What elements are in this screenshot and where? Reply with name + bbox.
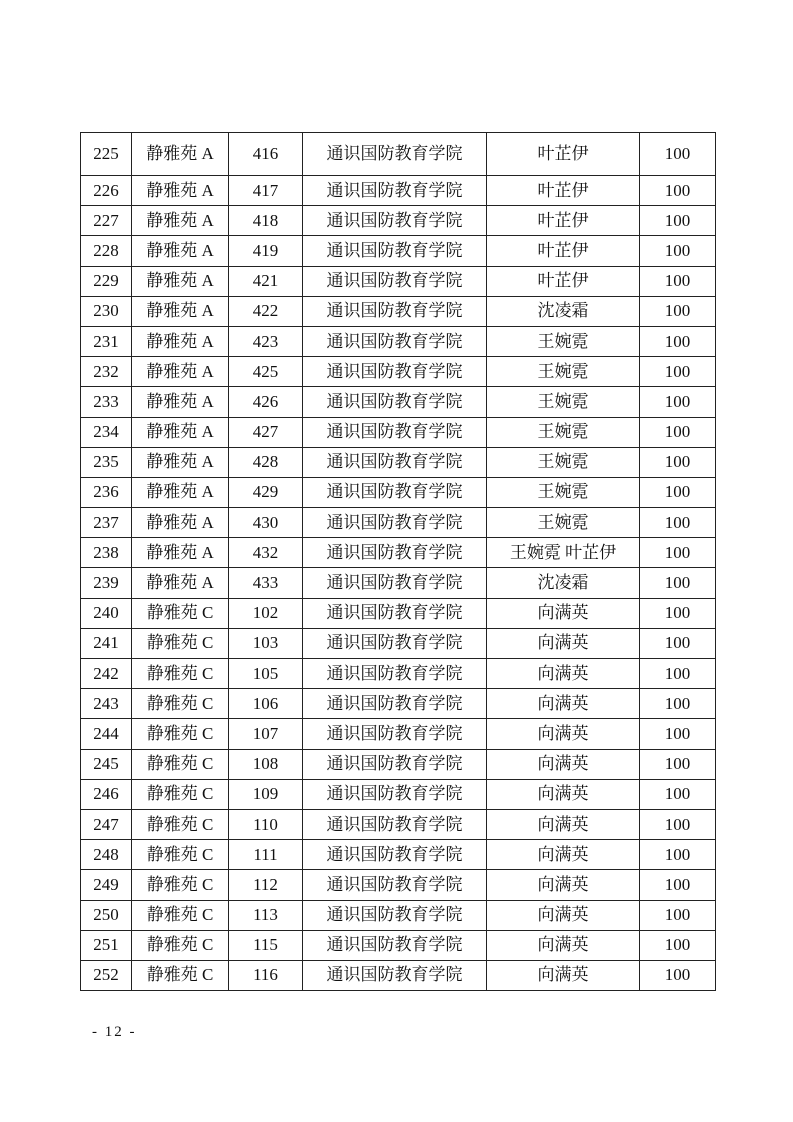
room-cell: 430 — [229, 508, 303, 538]
row-number-cell: 234 — [81, 417, 132, 447]
score-cell: 100 — [640, 296, 716, 326]
building-cell: 静雅苑 A — [132, 447, 229, 477]
table-row — [81, 568, 716, 598]
college-cell: 通识国防教育学院 — [303, 719, 487, 749]
counselor-cell: 叶芷伊 — [487, 133, 640, 176]
row-number-cell: 246 — [81, 779, 132, 809]
score-cell: 100 — [640, 809, 716, 839]
counselor-cell: 叶芷伊 — [487, 206, 640, 236]
college-cell: 通识国防教育学院 — [303, 387, 487, 417]
building-cell: 静雅苑 C — [132, 659, 229, 689]
row-number-cell: 245 — [81, 749, 132, 779]
building-cell: 静雅苑 C — [132, 870, 229, 900]
building-cell: 静雅苑 C — [132, 689, 229, 719]
score-cell: 100 — [640, 357, 716, 387]
building-cell: 静雅苑 C — [132, 840, 229, 870]
table-row — [81, 749, 716, 779]
counselor-cell: 王婉霓 — [487, 357, 640, 387]
counselor-cell: 向满英 — [487, 689, 640, 719]
room-cell: 113 — [229, 900, 303, 930]
row-number-cell: 248 — [81, 840, 132, 870]
table-row — [81, 900, 716, 930]
score-cell: 100 — [640, 508, 716, 538]
score-cell: 100 — [640, 628, 716, 658]
building-cell: 静雅苑 A — [132, 417, 229, 447]
building-cell: 静雅苑 A — [132, 206, 229, 236]
score-cell: 100 — [640, 568, 716, 598]
counselor-cell: 向满英 — [487, 900, 640, 930]
room-cell: 433 — [229, 568, 303, 598]
table-row — [81, 779, 716, 809]
table-row — [81, 447, 716, 477]
counselor-cell: 向满英 — [487, 719, 640, 749]
room-cell: 429 — [229, 477, 303, 507]
college-cell: 通识国防教育学院 — [303, 568, 487, 598]
building-cell: 静雅苑 A — [132, 387, 229, 417]
row-number-cell: 244 — [81, 719, 132, 749]
counselor-cell: 叶芷伊 — [487, 266, 640, 296]
table-row — [81, 840, 716, 870]
score-cell: 100 — [640, 779, 716, 809]
score-cell: 100 — [640, 447, 716, 477]
room-cell: 107 — [229, 719, 303, 749]
row-number-cell: 233 — [81, 387, 132, 417]
counselor-cell: 向满英 — [487, 749, 640, 779]
college-cell: 通识国防教育学院 — [303, 840, 487, 870]
table-row — [81, 870, 716, 900]
college-cell: 通识国防教育学院 — [303, 809, 487, 839]
row-number-cell: 239 — [81, 568, 132, 598]
score-cell: 100 — [640, 236, 716, 266]
college-cell: 通识国防教育学院 — [303, 447, 487, 477]
score-cell: 100 — [640, 266, 716, 296]
row-number-cell: 230 — [81, 296, 132, 326]
counselor-cell: 向满英 — [487, 779, 640, 809]
table-row — [81, 296, 716, 326]
counselor-cell: 向满英 — [487, 659, 640, 689]
score-cell: 100 — [640, 176, 716, 206]
college-cell: 通识国防教育学院 — [303, 779, 487, 809]
building-cell: 静雅苑 C — [132, 749, 229, 779]
table-row — [81, 719, 716, 749]
table-body — [81, 133, 716, 991]
college-cell: 通识国防教育学院 — [303, 930, 487, 960]
room-cell: 426 — [229, 387, 303, 417]
counselor-cell: 王婉霓 — [487, 447, 640, 477]
building-cell: 静雅苑 C — [132, 779, 229, 809]
table-row — [81, 326, 716, 356]
college-cell: 通识国防教育学院 — [303, 266, 487, 296]
table-row — [81, 809, 716, 839]
row-number-cell: 242 — [81, 659, 132, 689]
row-number-cell: 251 — [81, 930, 132, 960]
counselor-cell: 向满英 — [487, 598, 640, 628]
table-row — [81, 176, 716, 206]
score-cell: 100 — [640, 689, 716, 719]
table-row — [81, 628, 716, 658]
dormitory-table — [80, 132, 716, 991]
score-cell: 100 — [640, 960, 716, 990]
room-cell: 418 — [229, 206, 303, 236]
score-cell: 100 — [640, 417, 716, 447]
score-cell: 100 — [640, 326, 716, 356]
counselor-cell: 向满英 — [487, 960, 640, 990]
room-cell: 109 — [229, 779, 303, 809]
score-cell: 100 — [640, 719, 716, 749]
score-cell: 100 — [640, 840, 716, 870]
room-cell: 102 — [229, 598, 303, 628]
room-cell: 427 — [229, 417, 303, 447]
college-cell: 通识国防教育学院 — [303, 133, 487, 176]
table-row — [81, 206, 716, 236]
building-cell: 静雅苑 A — [132, 236, 229, 266]
building-cell: 静雅苑 A — [132, 508, 229, 538]
college-cell: 通识国防教育学院 — [303, 206, 487, 236]
row-number-cell: 237 — [81, 508, 132, 538]
table-row — [81, 930, 716, 960]
building-cell: 静雅苑 C — [132, 930, 229, 960]
table-row — [81, 236, 716, 266]
counselor-cell: 叶芷伊 — [487, 176, 640, 206]
room-cell: 106 — [229, 689, 303, 719]
score-cell: 100 — [640, 659, 716, 689]
counselor-cell: 王婉霓 — [487, 387, 640, 417]
counselor-cell: 沈凌霜 — [487, 296, 640, 326]
row-number-cell: 249 — [81, 870, 132, 900]
row-number-cell: 243 — [81, 689, 132, 719]
building-cell: 静雅苑 C — [132, 960, 229, 990]
room-cell: 108 — [229, 749, 303, 779]
table-row — [81, 598, 716, 628]
row-number-cell: 250 — [81, 900, 132, 930]
score-cell: 100 — [640, 133, 716, 176]
college-cell: 通识国防教育学院 — [303, 176, 487, 206]
table-row — [81, 659, 716, 689]
room-cell: 428 — [229, 447, 303, 477]
counselor-cell: 向满英 — [487, 628, 640, 658]
counselor-cell: 王婉霓 — [487, 508, 640, 538]
counselor-cell: 王婉霓 叶芷伊 — [487, 538, 640, 568]
row-number-cell: 229 — [81, 266, 132, 296]
row-number-cell: 240 — [81, 598, 132, 628]
row-number-cell: 247 — [81, 809, 132, 839]
room-cell: 419 — [229, 236, 303, 266]
row-number-cell: 235 — [81, 447, 132, 477]
building-cell: 静雅苑 C — [132, 719, 229, 749]
college-cell: 通识国防教育学院 — [303, 960, 487, 990]
college-cell: 通识国防教育学院 — [303, 628, 487, 658]
counselor-cell: 向满英 — [487, 870, 640, 900]
building-cell: 静雅苑 A — [132, 568, 229, 598]
building-cell: 静雅苑 A — [132, 133, 229, 176]
building-cell: 静雅苑 C — [132, 900, 229, 930]
row-number-cell: 228 — [81, 236, 132, 266]
room-cell: 423 — [229, 326, 303, 356]
building-cell: 静雅苑 A — [132, 266, 229, 296]
building-cell: 静雅苑 A — [132, 357, 229, 387]
table-row — [81, 417, 716, 447]
college-cell: 通识国防教育学院 — [303, 508, 487, 538]
counselor-cell: 王婉霓 — [487, 326, 640, 356]
room-cell: 103 — [229, 628, 303, 658]
room-cell: 111 — [229, 840, 303, 870]
row-number-cell: 227 — [81, 206, 132, 236]
college-cell: 通识国防教育学院 — [303, 357, 487, 387]
room-cell: 112 — [229, 870, 303, 900]
table-row — [81, 387, 716, 417]
score-cell: 100 — [640, 387, 716, 417]
college-cell: 通识国防教育学院 — [303, 538, 487, 568]
row-number-cell: 238 — [81, 538, 132, 568]
score-cell: 100 — [640, 598, 716, 628]
building-cell: 静雅苑 A — [132, 176, 229, 206]
table-row — [81, 538, 716, 568]
building-cell: 静雅苑 C — [132, 598, 229, 628]
college-cell: 通识国防教育学院 — [303, 236, 487, 266]
counselor-cell: 王婉霓 — [487, 417, 640, 447]
score-cell: 100 — [640, 749, 716, 779]
table-row — [81, 133, 716, 176]
room-cell: 417 — [229, 176, 303, 206]
room-cell: 105 — [229, 659, 303, 689]
counselor-cell: 王婉霓 — [487, 477, 640, 507]
table-row — [81, 508, 716, 538]
room-cell: 116 — [229, 960, 303, 990]
row-number-cell: 225 — [81, 133, 132, 176]
building-cell: 静雅苑 A — [132, 326, 229, 356]
room-cell: 115 — [229, 930, 303, 960]
room-cell: 421 — [229, 266, 303, 296]
score-cell: 100 — [640, 870, 716, 900]
counselor-cell: 沈凌霜 — [487, 568, 640, 598]
counselor-cell: 向满英 — [487, 840, 640, 870]
college-cell: 通识国防教育学院 — [303, 477, 487, 507]
row-number-cell: 231 — [81, 326, 132, 356]
table-row — [81, 266, 716, 296]
building-cell: 静雅苑 C — [132, 628, 229, 658]
score-cell: 100 — [640, 477, 716, 507]
score-cell: 100 — [640, 930, 716, 960]
college-cell: 通识国防教育学院 — [303, 870, 487, 900]
college-cell: 通识国防教育学院 — [303, 598, 487, 628]
room-cell: 432 — [229, 538, 303, 568]
room-cell: 110 — [229, 809, 303, 839]
table-row — [81, 689, 716, 719]
college-cell: 通识国防教育学院 — [303, 326, 487, 356]
page-number: - 12 - — [92, 1024, 137, 1040]
table-row — [81, 960, 716, 990]
table-row — [81, 357, 716, 387]
row-number-cell: 232 — [81, 357, 132, 387]
row-number-cell: 226 — [81, 176, 132, 206]
building-cell: 静雅苑 A — [132, 296, 229, 326]
row-number-cell: 241 — [81, 628, 132, 658]
row-number-cell: 236 — [81, 477, 132, 507]
college-cell: 通识国防教育学院 — [303, 900, 487, 930]
college-cell: 通识国防教育学院 — [303, 659, 487, 689]
counselor-cell: 向满英 — [487, 809, 640, 839]
score-cell: 100 — [640, 206, 716, 236]
row-number-cell: 252 — [81, 960, 132, 990]
building-cell: 静雅苑 C — [132, 809, 229, 839]
score-cell: 100 — [640, 900, 716, 930]
college-cell: 通识国防教育学院 — [303, 749, 487, 779]
room-cell: 422 — [229, 296, 303, 326]
room-cell: 425 — [229, 357, 303, 387]
counselor-cell: 叶芷伊 — [487, 236, 640, 266]
college-cell: 通识国防教育学院 — [303, 689, 487, 719]
building-cell: 静雅苑 A — [132, 477, 229, 507]
college-cell: 通识国防教育学院 — [303, 417, 487, 447]
table-row — [81, 477, 716, 507]
college-cell: 通识国防教育学院 — [303, 296, 487, 326]
building-cell: 静雅苑 A — [132, 538, 229, 568]
score-cell: 100 — [640, 538, 716, 568]
room-cell: 416 — [229, 133, 303, 176]
counselor-cell: 向满英 — [487, 930, 640, 960]
